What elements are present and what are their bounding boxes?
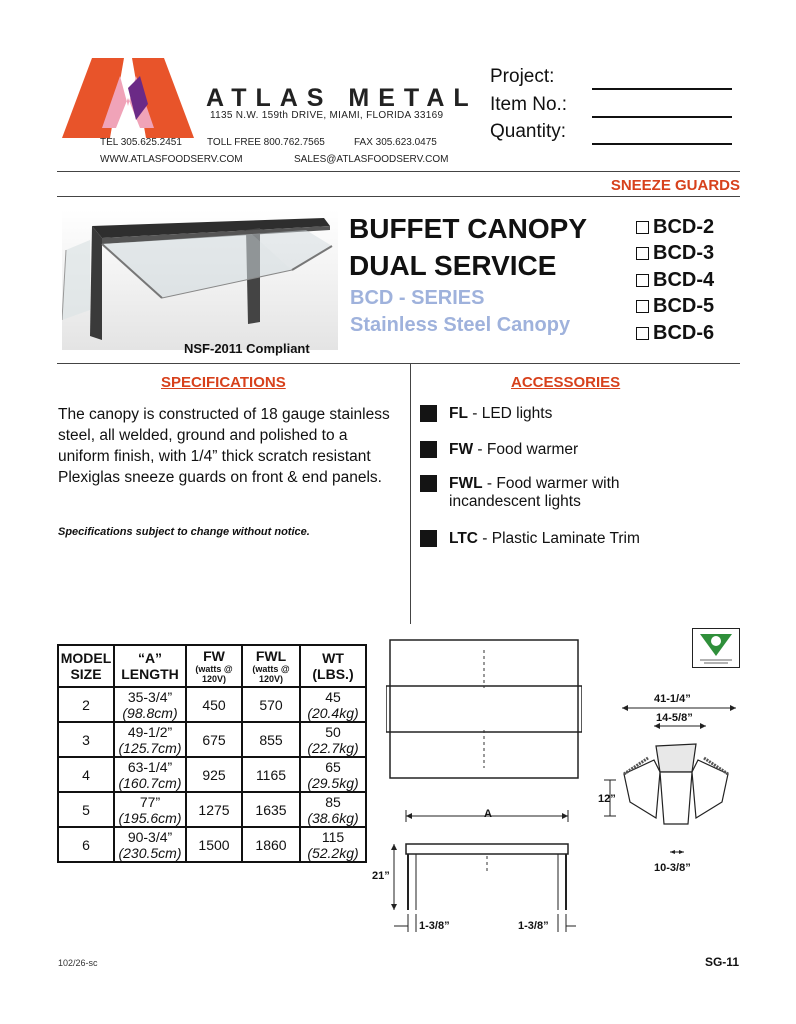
accessory-ltc bbox=[420, 530, 640, 548]
cell-length: 63-1/4” (160.7cm) bbox=[114, 757, 186, 792]
col-model: MODEL SIZE bbox=[58, 645, 114, 687]
phone: TEL 305.625.2451 bbox=[100, 137, 182, 148]
model-spec-table bbox=[57, 644, 367, 863]
dim-leg-width-label: 10-3/8” bbox=[654, 862, 691, 874]
model-label: BCD-6 bbox=[653, 321, 715, 344]
cell-fw: 675 bbox=[186, 722, 242, 757]
dim-overall-width-label: 41-1/4” bbox=[654, 693, 691, 705]
table-row bbox=[58, 722, 366, 757]
bullet-square bbox=[420, 405, 437, 422]
table-row bbox=[58, 687, 366, 722]
cell-fwl: 570 bbox=[242, 687, 300, 722]
dim-side-height-label: 12” bbox=[598, 793, 616, 805]
checkbox[interactable] bbox=[636, 274, 649, 287]
col-fwl: FWL (watts @ 120V) bbox=[242, 645, 300, 687]
accessory-fl bbox=[420, 405, 552, 423]
model-option[interactable] bbox=[636, 267, 714, 294]
project-label: Project: bbox=[490, 66, 555, 87]
cell-fw: 1500 bbox=[186, 827, 242, 862]
cell-wt: 45 (20.4kg) bbox=[300, 687, 366, 722]
dim-height-label: 21” bbox=[372, 870, 390, 882]
category-divider bbox=[57, 196, 740, 197]
quantity-field[interactable] bbox=[592, 143, 732, 145]
accessories-heading: ACCESSORIES bbox=[511, 374, 621, 391]
product-title bbox=[349, 210, 587, 284]
cell-size: 3 bbox=[58, 722, 114, 757]
company-address: 1135 N.W. 159th DRIVE, MIAMI, FLORIDA 33169 bbox=[210, 110, 444, 121]
cell-size: 4 bbox=[58, 757, 114, 792]
table-row bbox=[58, 827, 366, 862]
model-label: BCD-2 bbox=[653, 215, 715, 238]
dim-left-offset-label: 1-3/8” bbox=[419, 920, 450, 932]
col-length: “A” LENGTH bbox=[114, 645, 186, 687]
toll-free: TOLL FREE 800.762.7565 bbox=[207, 137, 325, 148]
atlas-metal-logo bbox=[62, 58, 194, 138]
accessory-desc: - Food warmer bbox=[473, 441, 579, 458]
model-label: BCD-5 bbox=[653, 295, 715, 318]
accessory-fw bbox=[420, 441, 578, 459]
header-divider bbox=[57, 171, 740, 172]
page-number: SG-11 bbox=[704, 955, 739, 969]
cell-length: 90-3/4” (230.5cm) bbox=[114, 827, 186, 862]
cell-size: 2 bbox=[58, 687, 114, 722]
model-option[interactable] bbox=[636, 214, 714, 241]
accessory-fwl bbox=[420, 475, 620, 511]
accessory-desc: - Plastic Laminate Trim bbox=[477, 530, 640, 547]
front-view-drawing bbox=[380, 800, 580, 940]
col-wt: WT (LBS.) bbox=[300, 645, 366, 687]
cell-fw: 1275 bbox=[186, 792, 242, 827]
cell-size: 6 bbox=[58, 827, 114, 862]
project-field[interactable] bbox=[592, 88, 732, 90]
model-checklist bbox=[636, 214, 714, 347]
accessory-desc: - LED lights bbox=[467, 405, 553, 422]
cell-fw: 925 bbox=[186, 757, 242, 792]
cell-fwl: 855 bbox=[242, 722, 300, 757]
col-fw: FW (watts @ 120V) bbox=[186, 645, 242, 687]
model-label: BCD-3 bbox=[653, 242, 715, 265]
document-code: 102/26-sc bbox=[58, 958, 98, 968]
dim-right-offset-label: 1-3/8” bbox=[518, 920, 549, 932]
table-row bbox=[58, 792, 366, 827]
model-option[interactable] bbox=[636, 294, 714, 321]
series-label: BCD - SERIES bbox=[350, 287, 485, 309]
checkbox[interactable] bbox=[636, 327, 649, 340]
dim-a-label: A bbox=[484, 808, 492, 820]
cell-length: 77” (195.6cm) bbox=[114, 792, 186, 827]
specifications-text: The canopy is constructed of 18 gauge stainless steel, all welded, ground and polished to a uniform finish, with 1/4” thick scratch resistant Plexiglas sneeze guards on front & end panels. bbox=[58, 406, 390, 486]
accessory-desc-2: incandescent lights bbox=[449, 493, 581, 510]
website-link[interactable]: WWW.ATLASFOODSERV.COM bbox=[100, 154, 243, 165]
cell-wt: 85 (38.6kg) bbox=[300, 792, 366, 827]
checkbox[interactable] bbox=[636, 221, 649, 234]
cell-wt: 115 (52.2kg) bbox=[300, 827, 366, 862]
specifications-heading: SPECIFICATIONS bbox=[161, 374, 286, 391]
table-row bbox=[58, 757, 366, 792]
item-no-field[interactable] bbox=[592, 116, 732, 118]
bullet-square bbox=[420, 441, 437, 458]
item-no-label: Item No.: bbox=[490, 94, 568, 115]
model-option[interactable] bbox=[636, 320, 714, 347]
cell-length: 35-3/4” (98.8cm) bbox=[114, 687, 186, 722]
category-label: SNEEZE GUARDS bbox=[610, 177, 740, 194]
cell-fwl: 1635 bbox=[242, 792, 300, 827]
buffet-canopy-photo bbox=[62, 210, 338, 350]
accessory-code: LTC bbox=[449, 530, 478, 547]
accessory-desc: - Food warmer with bbox=[482, 475, 620, 492]
dim-top-width-label: 14-5/8” bbox=[656, 712, 693, 724]
side-view-drawing bbox=[596, 700, 742, 860]
nsf-compliance: NSF-2011 Compliant bbox=[184, 341, 310, 356]
title-line-1: BUFFET CANOPY bbox=[349, 213, 587, 244]
title-line-2: DUAL SERVICE bbox=[349, 250, 557, 281]
cell-size: 5 bbox=[58, 792, 114, 827]
accessory-code: FL bbox=[449, 405, 468, 422]
top-view-drawing bbox=[386, 636, 582, 782]
checkbox[interactable] bbox=[636, 247, 649, 260]
bullet-square bbox=[420, 530, 437, 547]
brand-name: ATLAS METAL bbox=[206, 84, 478, 112]
cell-fw: 450 bbox=[186, 687, 242, 722]
accessory-code: FW bbox=[449, 441, 474, 458]
material-label: Stainless Steel Canopy bbox=[350, 314, 571, 336]
model-label: BCD-4 bbox=[653, 268, 715, 291]
model-option[interactable] bbox=[636, 241, 714, 268]
fax: FAX 305.623.0475 bbox=[354, 137, 437, 148]
email-link[interactable]: SALES@ATLASFOODSERV.COM bbox=[294, 154, 449, 165]
bullet-square bbox=[420, 475, 437, 492]
quantity-label: Quantity: bbox=[490, 121, 567, 142]
cell-fwl: 1165 bbox=[242, 757, 300, 792]
specifications-note: Specifications subject to change without notice. bbox=[58, 526, 310, 538]
title-divider bbox=[57, 363, 740, 364]
accessory-code: FWL bbox=[449, 475, 483, 492]
cell-fwl: 1860 bbox=[242, 827, 300, 862]
table-header-row bbox=[58, 645, 366, 687]
cell-wt: 50 (22.7kg) bbox=[300, 722, 366, 757]
cell-wt: 65 (29.5kg) bbox=[300, 757, 366, 792]
column-divider bbox=[410, 364, 411, 624]
cell-length: 49-1/2” (125.7cm) bbox=[114, 722, 186, 757]
checkbox[interactable] bbox=[636, 300, 649, 313]
nsf-badge-icon bbox=[692, 628, 740, 668]
